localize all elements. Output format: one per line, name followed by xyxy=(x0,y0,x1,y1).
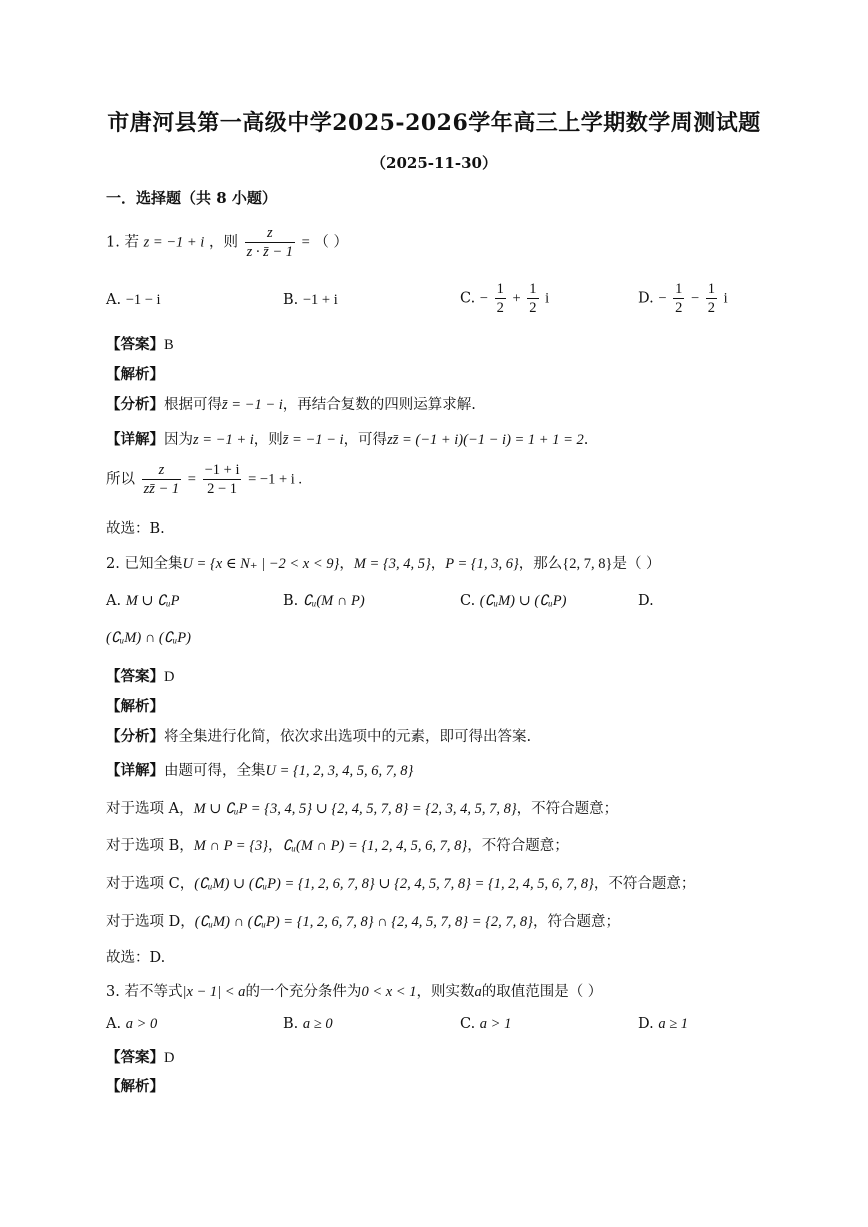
option-value: a ≥ 0 xyxy=(302,1016,333,1032)
xiangjie-math: U = {1, 2, 3, 4, 5, 6, 7, 8} xyxy=(265,763,414,779)
section-heading: 一．选择题（共 8 小题） xyxy=(106,189,277,207)
q1-fraction xyxy=(245,224,295,261)
stem-text: ， xyxy=(430,556,446,572)
q2-xiangjie xyxy=(106,759,413,780)
q1-stem-prefix: 1. 若 xyxy=(106,234,139,251)
option-label: A. xyxy=(106,292,122,308)
xiangjie-tag: 【详解】 xyxy=(106,762,164,779)
q1-fenxi xyxy=(106,393,476,414)
check-text: ，符合题意； xyxy=(533,914,620,930)
stem-text: 2. 已知全集 xyxy=(106,556,183,572)
frac-num: 1 xyxy=(496,281,504,297)
fenxi-math: z̄ = −1 − i xyxy=(222,397,283,413)
q2-option-a xyxy=(106,593,180,610)
q2-answer xyxy=(106,665,174,686)
q2-option-d-label: D. xyxy=(638,593,654,609)
fenxi-tag: 【分析】 xyxy=(106,728,164,745)
q3-stem xyxy=(106,980,602,1001)
q2-option-a-check xyxy=(106,797,618,818)
q1-analysis-tag: 【解析】 xyxy=(106,366,164,383)
q1-paren: （ ） xyxy=(314,234,349,251)
xiangjie-text: 由题可得，全集 xyxy=(164,763,266,779)
frac-den: 2 xyxy=(707,300,716,316)
option-label: C. xyxy=(460,593,476,609)
page-title: 市唐河县第一高级中学2025-2026学年高三上学期数学周测试题 xyxy=(107,110,761,136)
stem-math: a xyxy=(474,984,482,1000)
answer-value: D xyxy=(164,669,175,685)
xiangjie-math: z̄ = −1 − i xyxy=(282,432,344,448)
check-math: M ∪ ∁ᵤP = {3, 4, 5} ∪ {2, 4, 5, 7, 8} = {2, 3, 4, 5, 7, 8} xyxy=(193,801,517,817)
frac-den: 2 − 1 xyxy=(207,481,237,497)
option-label: C. xyxy=(460,1016,476,1032)
frac-num: −1 + i xyxy=(204,462,240,478)
option-value: −1 − i xyxy=(125,292,161,308)
q1-frac-den: z · z̄ − 1 xyxy=(246,244,294,260)
option-label: C. xyxy=(460,290,476,307)
q2-fenxi xyxy=(106,725,531,746)
stem-math: {2, 7, 8} xyxy=(562,556,613,572)
frac-num: 1 xyxy=(675,281,683,297)
q2-analysis-tag: 【解析】 xyxy=(106,698,164,715)
stem-text: 的一个充分条件为 xyxy=(245,984,362,1000)
q2-stem xyxy=(106,552,661,573)
q2-option-c-check xyxy=(106,872,695,893)
answer-tag: 【答案】 xyxy=(106,336,164,353)
xiangjie-math: zz̄ = (−1 + i)(−1 − i) = 1 + 1 = 2 xyxy=(387,432,584,448)
option-value: a > 1 xyxy=(479,1016,512,1032)
q1-frac-num: z xyxy=(245,224,295,243)
option-value: (∁ᵤM) ∪ (∁ᵤP) xyxy=(479,593,567,609)
answer-tag: 【答案】 xyxy=(106,668,164,685)
xiangjie-text: . xyxy=(583,432,589,448)
option-tail: i xyxy=(545,290,550,307)
fenxi-text: 根据可得 xyxy=(164,397,222,413)
solution-text: 所以 xyxy=(106,471,135,488)
q1-stem-math: z = −1 + i xyxy=(143,234,205,251)
q1-xiangjie xyxy=(106,428,588,449)
q1-option-a xyxy=(106,292,161,309)
q3-option-a xyxy=(106,1016,157,1033)
stem-math: U = {x ∈ N₊ | −2 < x < 9} xyxy=(182,556,340,572)
fenxi-text: 将全集进行化简，依次求出选项中的元素，即可得出答案. xyxy=(164,729,532,745)
stem-text: ， xyxy=(339,556,354,572)
answer-value: B xyxy=(164,337,174,353)
q1-conclusion: 故选：B. xyxy=(106,521,165,537)
q3-analysis-tag: 【解析】 xyxy=(106,1078,164,1095)
q2-option-b xyxy=(283,593,365,610)
check-label: 对于选项 D， xyxy=(106,914,195,930)
stem-math: P = {1, 3, 6} xyxy=(445,556,519,572)
q1-eq: = xyxy=(301,234,310,251)
solution-fraction xyxy=(142,461,182,498)
option-tail: i xyxy=(723,290,728,307)
option-fraction xyxy=(495,280,506,317)
frac-den: 2 xyxy=(675,300,683,316)
q1-option-d xyxy=(638,280,728,317)
check-label: 对于选项 B， xyxy=(106,838,194,854)
option-label: B. xyxy=(283,593,299,609)
q1-solution xyxy=(106,461,302,498)
solution-fraction xyxy=(203,461,242,498)
option-value: a ≥ 1 xyxy=(658,1016,689,1032)
option-sign: − xyxy=(690,290,700,307)
check-label: 对于选项 A， xyxy=(106,801,194,817)
frac-den: 2 xyxy=(496,300,504,316)
option-fraction xyxy=(673,280,684,317)
exam-date: （2025-11-30） xyxy=(371,154,497,172)
check-math: (∁ᵤM) ∩ (∁ᵤP) = {1, 2, 6, 7, 8} ∩ {2, 4, 5, 7, 8} = {2, 7, 8} xyxy=(194,914,533,930)
xiangjie-text: ，则 xyxy=(253,432,283,448)
option-label: A. xyxy=(106,1016,122,1032)
option-value: ∁ᵤ(M ∩ P) xyxy=(302,593,365,609)
q3-answer xyxy=(106,1046,174,1067)
frac-num: 1 xyxy=(707,281,716,297)
frac-num: 1 xyxy=(529,281,537,297)
option-value: a > 0 xyxy=(125,1016,158,1032)
option-fraction xyxy=(706,280,717,317)
option-value: M ∪ ∁ᵤP xyxy=(125,593,180,609)
xiangjie-text: 因为 xyxy=(164,432,193,448)
q1-stem xyxy=(106,224,348,261)
check-text: ，不符合题意； xyxy=(516,801,619,817)
option-sign: − xyxy=(479,290,488,307)
option-label: D. xyxy=(638,1016,654,1032)
check-math: ∁ᵤ(M ∩ P) = {1, 2, 4, 5, 6, 7, 8} xyxy=(282,838,468,854)
q2-option-b-check xyxy=(106,834,569,855)
q3-option-b xyxy=(283,1016,333,1033)
solution-eq: = xyxy=(187,471,196,488)
frac-num: z xyxy=(142,461,182,480)
check-text: ，不符合题意； xyxy=(467,838,569,854)
check-math: (∁ᵤM) ∪ (∁ᵤP) = {1, 2, 6, 7, 8} ∪ {2, 4, 5, 7, 8} = {1, 2, 4, 5, 6, 7, 8} xyxy=(194,876,594,892)
q3-option-c xyxy=(460,1016,511,1033)
stem-text: 3. 若不等式 xyxy=(106,984,183,1000)
q2-option-c xyxy=(460,593,566,610)
stem-math: M = {3, 4, 5} xyxy=(353,556,431,572)
check-text: ， xyxy=(268,838,283,854)
answer-value: D xyxy=(164,1050,175,1066)
fenxi-tag: 【分析】 xyxy=(106,396,164,413)
q1-stem-mid: ，则 xyxy=(208,234,238,251)
option-label: D. xyxy=(638,290,654,307)
xiangjie-tag: 【详解】 xyxy=(106,431,164,448)
answer-tag: 【答案】 xyxy=(106,1049,164,1066)
option-fraction xyxy=(527,280,538,317)
option-value: −1 + i xyxy=(302,292,338,308)
stem-text: 的取值范围是（ ） xyxy=(481,984,603,1000)
solution-tail: = −1 + i . xyxy=(248,471,303,488)
check-text: ，不符合题意； xyxy=(593,876,696,892)
stem-text: 是（ ） xyxy=(612,556,661,572)
stem-text: ，那么 xyxy=(518,556,563,572)
q1-answer xyxy=(106,333,174,354)
q2-conclusion: 故选：D. xyxy=(106,950,166,966)
xiangjie-text: ，可得 xyxy=(343,432,388,448)
q1-option-b xyxy=(283,292,338,309)
stem-math: |x − 1| < a xyxy=(182,984,246,1000)
check-math: M ∩ P = {3} xyxy=(193,838,269,854)
stem-math: 0 < x < 1 xyxy=(361,984,417,1000)
q3-option-d xyxy=(638,1016,688,1033)
frac-den: 2 xyxy=(529,300,537,316)
frac-den: zz̄ − 1 xyxy=(143,481,180,497)
q2-option-d-check xyxy=(106,910,620,931)
option-label: B. xyxy=(283,292,299,308)
option-label: B. xyxy=(283,1016,299,1032)
option-sign: + xyxy=(512,290,521,307)
fenxi-text: ，再结合复数的四则运算求解. xyxy=(282,397,476,413)
option-sign: − xyxy=(658,290,667,307)
option-label: A. xyxy=(106,593,122,609)
q2-option-d-value: (∁ᵤM) ∩ (∁ᵤP) xyxy=(106,630,191,646)
check-label: 对于选项 C， xyxy=(106,876,195,892)
stem-text: ，则实数 xyxy=(416,984,475,1000)
q1-option-c xyxy=(460,280,549,317)
xiangjie-math: z = −1 + i xyxy=(193,432,254,448)
